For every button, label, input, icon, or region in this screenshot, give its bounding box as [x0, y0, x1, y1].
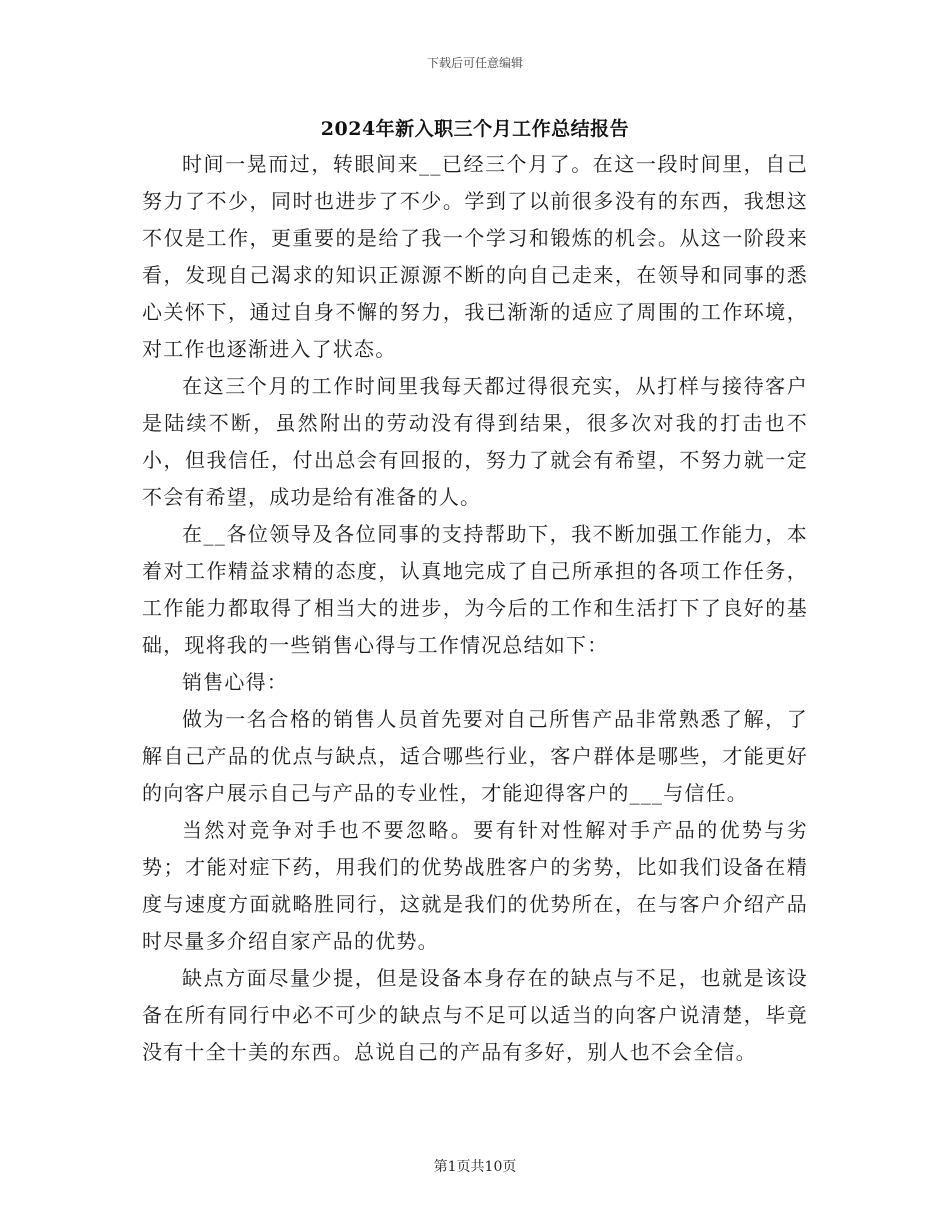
paragraph-1: 时间一晃而过，转眼间来__已经三个月了。在这一段时间里，自己努力了不少，同时也进步了不少。学到了以前很多没有的东西，我想这不仅是工作，更重要的是给了我一个学习和锻炼的机会。从这一阶段来看，发现自己渴求的知识正源源不断的向自己走来，在领导和同事的悉心关怀下，通过自身不懈的努力，我已渐渐的适应了周围的工作环境，对工作也逐渐进入了状态。: [142, 152, 808, 361]
paragraph-7: 缺点方面尽量少提，但是设备本身存在的缺点与不足，也就是该设备在所有同行中必不可少的缺点与不足可以适当的向客户说清楚，毕竟没有十全十美的东西。总说自己的产品有多好，别人也不会全信。: [142, 966, 808, 1064]
paragraph-4-heading: 销售心得：: [182, 670, 288, 694]
paragraph-3: 在__各位领导及各位同事的支持帮助下，我不断加强工作能力，本着对工作精益求精的态度，认真地完成了自己所承担的各项工作任务，工作能力都取得了相当大的进步，为今后的工作和生活打下了良好的基础，现将我的一些销售心得与工作情况总结如下：: [142, 522, 808, 657]
document-body: [142, 146, 808, 1071]
paragraph-5: 做为一名合格的销售人员首先要对自己所售产品非常熟悉了解，了解自己产品的优点与缺点，适合哪些行业，客户群体是哪些，才能更好的向客户展示自己与产品的专业性，才能迎得客户的___与信任。: [142, 707, 808, 805]
paragraph-2: 在这三个月的工作时间里我每天都过得很充实，从打样与接待客户是陆续不断，虽然附出的劳动没有得到结果，很多次对我的打击也不小，但我信任，付出总会有回报的，努力了就会有希望，不努力就一定不会有希望，成功是给有准备的人。: [142, 374, 808, 509]
paragraph-6: 当然对竞争对手也不要忽略。要有针对性解对手产品的优势与劣势；才能对症下药，用我们的优势战胜客户的劣势，比如我们设备在精度与速度方面就略胜同行，这就是我们的优势所在，在与客户介绍产品时尽量多介绍自家产品的优势。: [142, 818, 808, 953]
header-note: 下载后可任意编辑: [426, 56, 523, 70]
page-number: 第1页共10页: [433, 1159, 517, 1175]
document-title: 2024年新入职三个月工作总结报告: [320, 118, 630, 140]
